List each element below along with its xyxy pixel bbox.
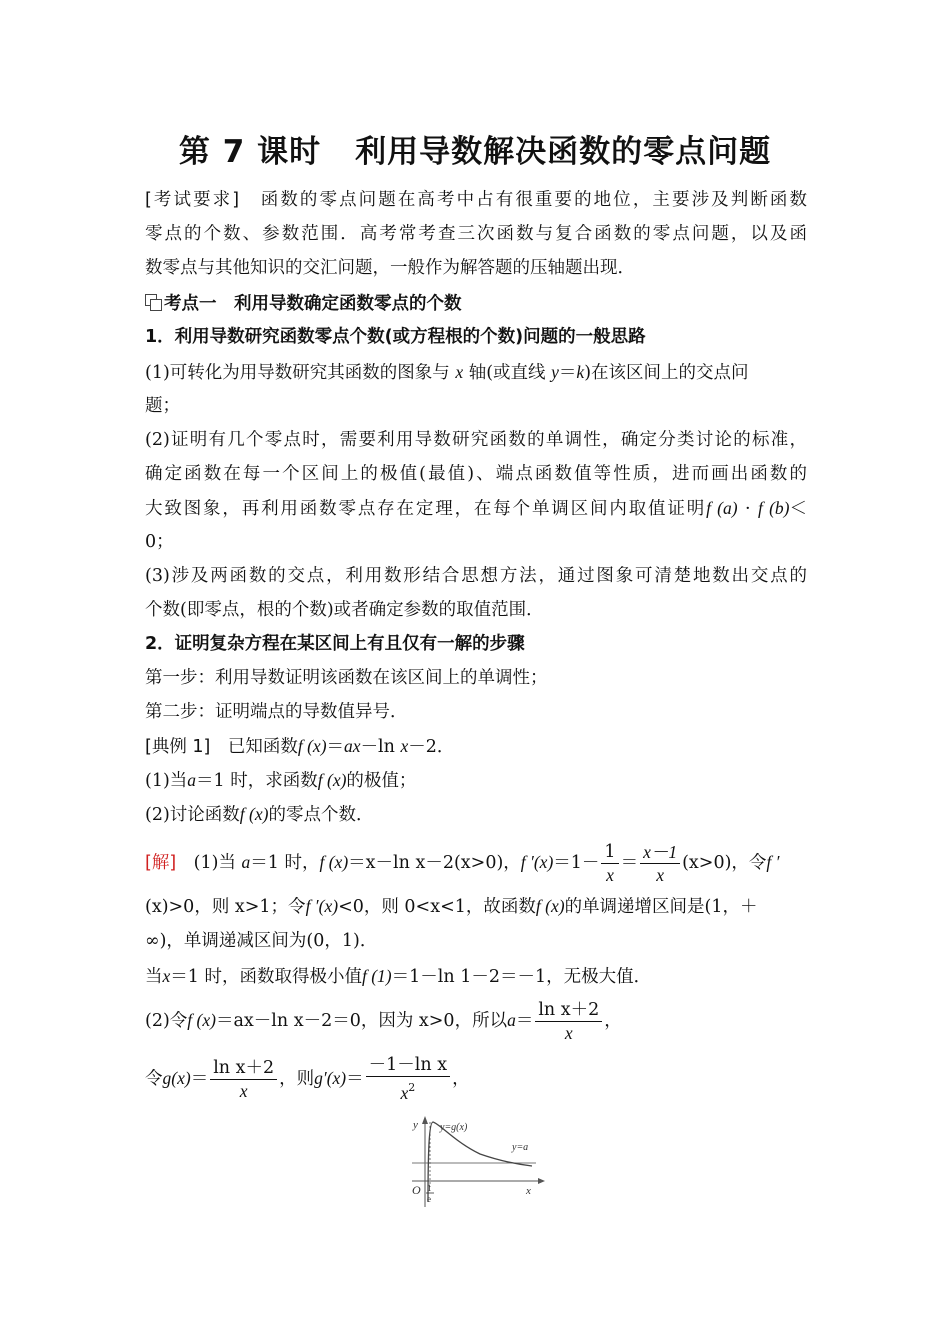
solution-line-1: [解] (1)当 a＝1 时，f (x)＝x－ln x－2(x>0)，f ′(x)＝1－ $\frac{1}{x}$ ＝ $\frac{x-1}{x}$ (x>0)，令f ′	[145, 842, 780, 885]
example-question-2: (2)讨论函数f (x)的零点个数．	[145, 804, 374, 825]
solution-line-3: ∞)，单调递减区间为(0，1)．	[145, 931, 378, 951]
solution-line-2: (x)>0，则 x>1；令f ′(x)<0，则 0<x<1，故函数f (x)的单调递增区间是(1，＋	[145, 896, 758, 917]
point1-item3-line2: 个数(即零点，根的个数)或者确定参数的取值范围．	[145, 600, 544, 620]
point2-step2: 第二步：证明端点的导数值异号．	[145, 702, 408, 722]
point1-item1-cont: 题；	[145, 396, 180, 416]
tick-numerator: 1	[427, 1183, 432, 1193]
solution-tag: [解]	[145, 853, 177, 873]
tick-denominator: e	[427, 1194, 431, 1204]
point1-item2-line4: 0；	[145, 532, 174, 552]
origin-label: O	[412, 1183, 421, 1197]
requirement-line-2: 零点的个数、参数范围．高考常考查三次函数与复合函数的零点问题，以及函	[145, 224, 807, 244]
point1-item3-line1: (3)涉及两函数的交点，利用数形结合思想方法，通过图象可清楚地数出交点的	[145, 566, 807, 586]
solution-line-5: (2)令f (x)＝ax－ln x－2＝0，因为 x>0，所以a＝ $\frac{\text{ln x＋2}}{x}$ ，	[145, 1000, 622, 1043]
point1-item2-line3: 大致图象，再利用函数零点存在定理，在每个单调区间内取值证明f (a) · f (b)＜	[145, 498, 807, 519]
example-tag: [典例 1]	[145, 737, 211, 757]
point1-item1: (1)可转化为用导数研究其函数的图象与 x 轴(或直线 y＝k)在该区间上的交点问	[145, 362, 749, 383]
point1-item2-line2: 确定函数在每一个区间上的极值(最值)、端点函数值等性质，进而画出函数的	[145, 464, 807, 484]
line-label: y=a	[512, 1142, 529, 1153]
function-graph	[400, 1112, 550, 1212]
fraction-lnx-plus-2-over-x: $\frac{\text{ln x＋2}}{x}$	[535, 999, 602, 1044]
requirement-line-1: [考试要求] 函数的零点问题在高考中占有很重要的地位，主要涉及判断函数	[145, 190, 808, 210]
requirement-line-3: 数零点与其他知识的交汇问题，一般作为解答题的压轴题出现．	[145, 258, 635, 278]
title-topic: 利用导数解决函数的零点问题	[355, 134, 772, 170]
x-axis-label: x	[526, 1185, 531, 1197]
fraction-g-definition: $\frac{\text{ln x＋2}}{x}$	[210, 1057, 277, 1102]
curve-label: y=g(x)	[440, 1122, 468, 1133]
example-question-1: (1)当a＝1 时，求函数f (x)的极值；	[145, 770, 417, 791]
page-title	[0, 126, 950, 171]
point2-step1: 第一步：利用导数证明该函数在该区间上的单调性；	[145, 668, 548, 688]
point1-item2-line1: (2)证明有几个零点时，需要利用导数研究函数的单调性，确定分类讨论的标准，	[145, 430, 807, 450]
title-lesson: 第 7 课时	[178, 134, 322, 170]
point2-heading: 2．证明复杂方程在某区间上有且仅有一解的步骤	[145, 634, 525, 654]
fraction-one-over-x: $\frac{1}{x}$	[601, 841, 618, 886]
curve-g	[428, 1122, 532, 1202]
fraction-x-minus-1-over-x: $\frac{x-1}{x}$	[640, 841, 680, 886]
fraction-g-derivative: $\frac{\text{－1－ln x}}{x^2}$	[366, 1054, 450, 1105]
example-statement: [典例 1] 已知函数f (x)＝ax－ln x－2．	[145, 736, 455, 757]
solution-line-4: 当x＝1 时，函数取得极小值f (1)＝1－ln 1－2＝－1，无极大值．	[145, 966, 652, 987]
solution-line-6: 令g(x)＝ $\frac{\text{ln x＋2}}{x}$ ，则g′(x)＝ $\frac{\text{－1－ln x}}{x^2}$ ，	[145, 1055, 470, 1103]
requirement-tag: [考试要求]	[145, 190, 240, 210]
section-heading: 考点一 利用导数确定函数零点的个数	[145, 292, 462, 316]
section-icon	[145, 294, 162, 311]
y-axis-label: y	[413, 1119, 418, 1131]
point1-heading: 1．利用导数研究函数零点个数(或方程根的个数)问题的一般思路	[145, 327, 646, 347]
